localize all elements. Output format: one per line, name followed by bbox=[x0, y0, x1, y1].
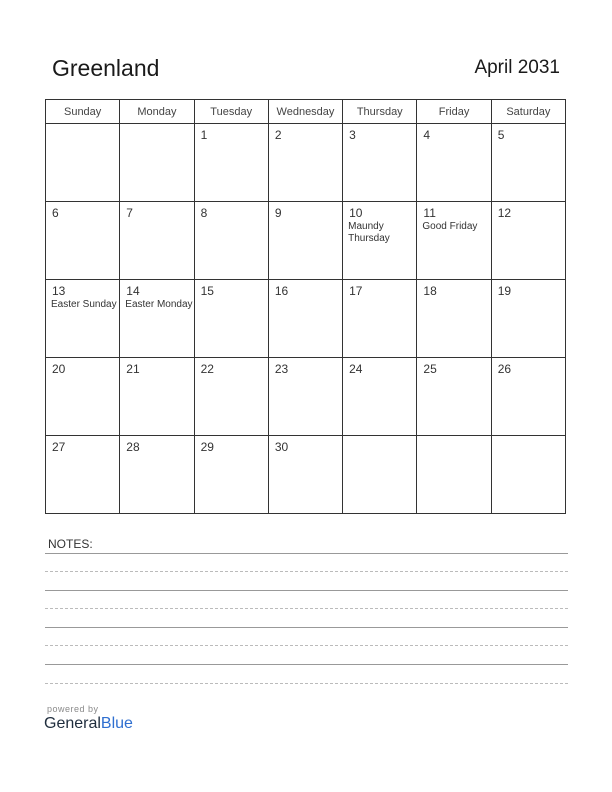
day-number: 1 bbox=[200, 128, 208, 142]
day-cell bbox=[194, 280, 268, 358]
country-title: Greenland bbox=[52, 55, 160, 81]
week-row bbox=[46, 280, 566, 358]
week-row bbox=[46, 124, 566, 202]
notes-line bbox=[45, 664, 568, 665]
day-number: 8 bbox=[200, 206, 208, 220]
generalblue-logo bbox=[44, 704, 133, 733]
notes-line bbox=[45, 571, 568, 572]
weekday-header: Saturday bbox=[491, 100, 565, 124]
day-number: 7 bbox=[126, 206, 133, 220]
powered-by-text: powered by bbox=[47, 704, 99, 714]
day-cell bbox=[46, 202, 120, 280]
brand-part-general: General bbox=[44, 715, 101, 732]
day-number: 26 bbox=[497, 362, 512, 376]
day-cell bbox=[491, 436, 565, 514]
day-number: 11 bbox=[423, 206, 436, 220]
day-number: 21 bbox=[126, 362, 140, 376]
day-number: 6 bbox=[52, 206, 59, 220]
day-cell bbox=[120, 280, 194, 358]
holiday-label: Easter Monday bbox=[125, 299, 193, 310]
day-cell bbox=[120, 202, 194, 280]
holiday-label: Maundy Thursday bbox=[348, 221, 390, 244]
weekday-header: Sunday bbox=[46, 100, 120, 124]
day-cell bbox=[343, 436, 417, 514]
day-cell bbox=[491, 280, 565, 358]
day-number: 10 bbox=[349, 206, 363, 220]
weekday-header: Friday bbox=[417, 100, 491, 124]
day-cell bbox=[268, 358, 342, 436]
day-cell bbox=[46, 124, 120, 202]
week-row bbox=[46, 202, 566, 280]
day-number: 29 bbox=[200, 440, 214, 454]
day-number: 25 bbox=[423, 362, 437, 376]
day-cell bbox=[194, 436, 268, 514]
day-cell bbox=[417, 280, 491, 358]
weekday-header-row bbox=[46, 100, 566, 124]
day-cell bbox=[194, 124, 268, 202]
day-number: 17 bbox=[349, 284, 363, 298]
day-cell bbox=[268, 280, 342, 358]
day-cell bbox=[120, 124, 194, 202]
holiday-label: Good Friday bbox=[422, 221, 478, 232]
brand-wordmark bbox=[44, 715, 133, 733]
weekday-header: Thursday bbox=[343, 100, 417, 124]
day-number: 2 bbox=[274, 128, 282, 142]
day-cell bbox=[343, 124, 417, 202]
day-cell bbox=[491, 202, 565, 280]
day-cell bbox=[417, 202, 491, 280]
notes-line bbox=[45, 645, 568, 646]
day-cell bbox=[46, 358, 120, 436]
day-cell bbox=[194, 358, 268, 436]
day-cell bbox=[491, 124, 565, 202]
day-number: 16 bbox=[274, 284, 289, 298]
day-number: 15 bbox=[200, 284, 214, 298]
notes-line bbox=[45, 553, 568, 554]
day-cell bbox=[268, 202, 342, 280]
day-number: 24 bbox=[349, 362, 363, 376]
day-cell bbox=[120, 436, 194, 514]
month-year-title: April 2031 bbox=[474, 57, 560, 78]
day-number: 4 bbox=[423, 128, 431, 142]
day-number: 18 bbox=[423, 284, 437, 298]
day-cell bbox=[194, 202, 268, 280]
notes-line bbox=[45, 683, 568, 684]
weekday-header: Wednesday bbox=[268, 100, 342, 124]
day-number: 3 bbox=[349, 128, 356, 142]
day-number: 30 bbox=[274, 440, 289, 454]
day-number: 12 bbox=[497, 206, 512, 220]
calendar-body bbox=[46, 124, 566, 514]
day-number: 27 bbox=[52, 440, 66, 454]
day-cell bbox=[120, 358, 194, 436]
day-cell bbox=[268, 124, 342, 202]
day-cell bbox=[417, 436, 491, 514]
brand-part-blue: Blue bbox=[100, 715, 133, 732]
day-cell bbox=[417, 124, 491, 202]
notes-line bbox=[45, 590, 568, 591]
day-cell bbox=[46, 436, 120, 514]
day-number: 28 bbox=[126, 440, 140, 454]
notes-line bbox=[45, 608, 568, 609]
day-number: 14 bbox=[126, 284, 140, 298]
weekday-header: Monday bbox=[120, 100, 194, 124]
day-number: 13 bbox=[52, 284, 66, 298]
day-number: 22 bbox=[200, 362, 214, 376]
day-number: 5 bbox=[497, 128, 505, 142]
day-cell bbox=[268, 436, 342, 514]
day-cell bbox=[491, 358, 565, 436]
calendar-grid bbox=[45, 99, 566, 514]
notes-label: NOTES: bbox=[48, 537, 93, 551]
day-cell bbox=[417, 358, 491, 436]
day-number: 20 bbox=[52, 362, 66, 376]
day-cell bbox=[343, 358, 417, 436]
holiday-label: Easter Sunday bbox=[51, 299, 117, 310]
day-cell bbox=[343, 280, 417, 358]
day-number: 19 bbox=[497, 284, 512, 298]
notes-line bbox=[45, 627, 568, 628]
week-row bbox=[46, 358, 566, 436]
day-cell bbox=[46, 280, 120, 358]
day-cell bbox=[343, 202, 417, 280]
week-row bbox=[46, 436, 566, 514]
day-number: 23 bbox=[274, 362, 289, 376]
day-number: 9 bbox=[274, 206, 282, 220]
weekday-header: Tuesday bbox=[194, 100, 268, 124]
